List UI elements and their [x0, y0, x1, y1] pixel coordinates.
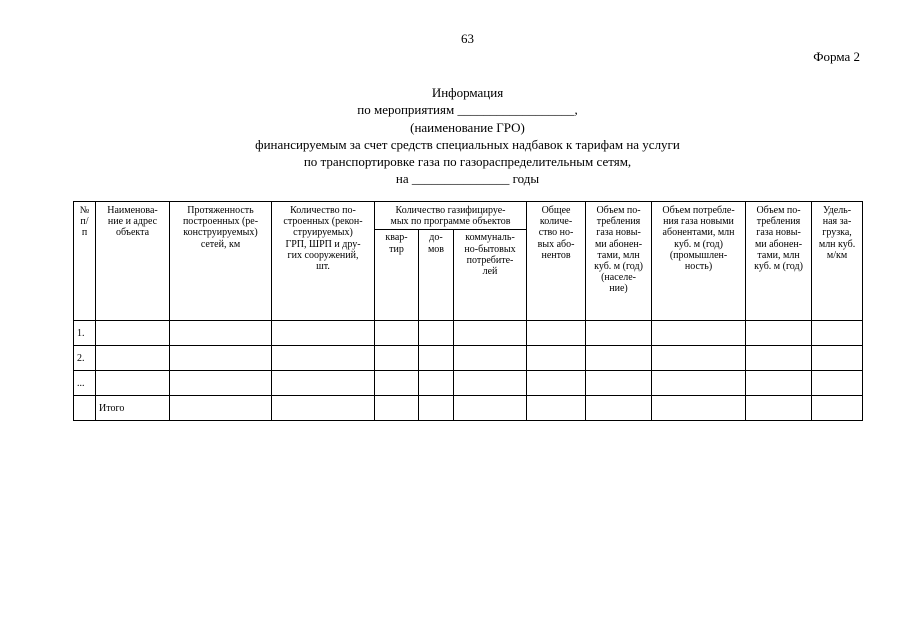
header-consumption-new: Объем по- требления газа новы- ми абонен- тами, млн куб. м (год): [746, 202, 812, 321]
table-cell: [586, 396, 652, 421]
table-cell: [746, 346, 812, 371]
header-facilities: Количество по- строенных (рекон- струируемых) ГРП, ШРП и дру- гих сооружений, шт.: [272, 202, 375, 321]
table-cell: [812, 346, 863, 371]
table-cell: [527, 396, 586, 421]
document-title: [0, 84, 905, 188]
table-cell: [527, 321, 586, 346]
row-number-cell: [74, 396, 96, 421]
title-line-6: на _______________ годы: [395, 171, 540, 187]
table-row: [74, 371, 863, 396]
row-name-cell: [96, 321, 170, 346]
table-cell: [652, 396, 746, 421]
table-cell: [652, 346, 746, 371]
table-cell: [746, 321, 812, 346]
table-cell: [170, 396, 272, 421]
header-houses: до- мов: [419, 230, 454, 321]
table-cell: [419, 371, 454, 396]
row-number-cell: ...: [74, 371, 96, 396]
header-specific-load: Удель- ная за- грузка, млн куб. м/км: [812, 202, 863, 321]
table-cell: [454, 396, 527, 421]
table-cell: [652, 321, 746, 346]
title-line-3: (наименование ГРО): [410, 119, 525, 135]
table-cell: [272, 346, 375, 371]
table-cell: [375, 396, 419, 421]
table-cell: [652, 371, 746, 396]
table-cell: [170, 371, 272, 396]
table-row: [74, 321, 863, 346]
table-cell: [812, 396, 863, 421]
header-apartments: квар- тир: [375, 230, 419, 321]
table-cell: [375, 346, 419, 371]
table-cell: [375, 371, 419, 396]
header-consumption-industrial: Объем потребле- ния газа новыми абонентами, млн куб. м (год) (промышлен- ность): [652, 202, 746, 321]
table-cell: [586, 371, 652, 396]
table-cell: [812, 371, 863, 396]
title-line-4: финансируемым за счет средств специальных надбавок к тарифам на услуги: [255, 136, 680, 152]
title-line-5: по транспортировке газа по газораспределительным сетям,: [303, 154, 632, 170]
table-cell: [375, 321, 419, 346]
header-gasified: Количество газифицируе- мых по программе объектов: [375, 202, 527, 230]
information-table: [73, 201, 863, 421]
form-label: Форма 2: [813, 49, 860, 64]
table-cell: [419, 346, 454, 371]
table-cell: [527, 371, 586, 396]
table-cell: [746, 371, 812, 396]
row-name-cell: [96, 371, 170, 396]
header-consumption-population: Объем по- требления газа новы- ми абонен- тами, млн куб. м (год) (населе- ние): [586, 202, 652, 321]
table-cell: [454, 321, 527, 346]
title-line-1: Информация: [431, 85, 504, 100]
table-cell: [272, 321, 375, 346]
header-num: № п/ п: [74, 202, 96, 321]
page-number: 63: [461, 31, 474, 46]
table-cell: [586, 321, 652, 346]
header-communal: коммуналь- но-бытовых потребите- лей: [454, 230, 527, 321]
header-length: Протяженность построенных (ре- конструируемых) сетей, км: [170, 202, 272, 321]
table-cell: [454, 346, 527, 371]
table-cell: [170, 321, 272, 346]
table-cell: [746, 396, 812, 421]
table-cell: [419, 396, 454, 421]
row-number-cell: 1.: [74, 321, 96, 346]
title-line-2: по мероприятиям __________________,: [357, 102, 578, 118]
table-cell: [272, 371, 375, 396]
table-cell: [586, 346, 652, 371]
table-cell: [527, 346, 586, 371]
table-cell: [812, 321, 863, 346]
table-row: [74, 346, 863, 371]
table-row-total: [74, 396, 863, 421]
header-total-subscribers: Общее количе- ство но- вых або- нентов: [527, 202, 586, 321]
row-name-cell: [96, 346, 170, 371]
table-cell: [272, 396, 375, 421]
table-cell: [454, 371, 527, 396]
total-label-cell: Итого: [96, 396, 170, 421]
table-cell: [419, 321, 454, 346]
header-name: Наименова- ние и адрес объекта: [96, 202, 170, 321]
row-number-cell: 2.: [74, 346, 96, 371]
table-cell: [170, 346, 272, 371]
